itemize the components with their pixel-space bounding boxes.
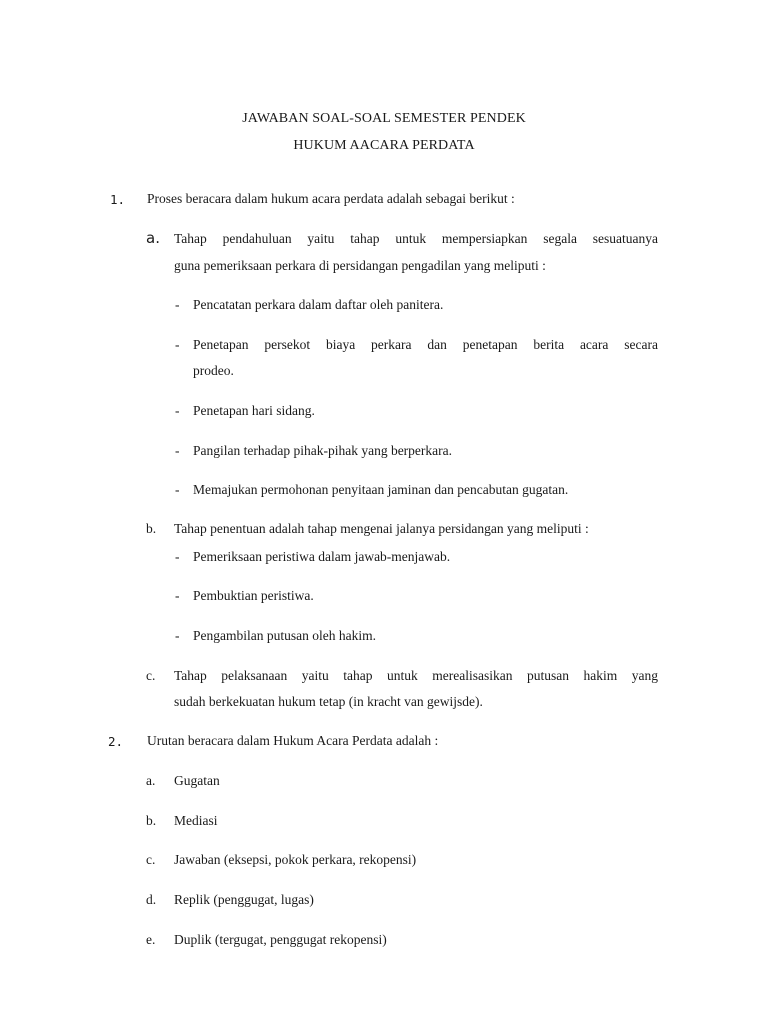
bullet-dash: - (175, 297, 180, 312)
item-1b-bullet-3: Pengambilan putusan oleh hakim. (193, 628, 376, 643)
item-1a-bullet-4: Pangilan terhadap pihak-pihak yang berperkara. (193, 443, 453, 458)
item-2a-marker: a. (146, 773, 156, 788)
item-2c-text: Jawaban (eksepsi, pokok perkara, rekopensi) (174, 852, 417, 867)
bullet-dash: - (175, 588, 180, 603)
item-1a-line-2: guna pemeriksaan perkara di persidangan pengadilan yang meliputi : (174, 258, 546, 273)
item-1a-bullet-2-cont: prodeo. (193, 363, 234, 378)
item-2a-text: Gugatan (174, 773, 220, 788)
question-1-text: Proses beracara dalam hukum acara perdata adalah sebagai berikut : (147, 191, 515, 206)
item-1b-bullet-1: Pemeriksaan peristiwa dalam jawab-menjawab. (193, 549, 451, 564)
item-1b-bullet-2: Pembuktian peristiwa. (193, 588, 314, 603)
item-1a-bullet-2: Penetapan persekot biaya perkara dan penetapan berita acara secara (193, 337, 658, 352)
bullet-dash: - (175, 337, 180, 352)
bullet-dash: - (175, 482, 180, 497)
item-1b-marker: b. (146, 521, 157, 536)
item-1c-line-2: sudah berkekuatan hukum tetap (in kracht van gewijsde). (174, 694, 483, 709)
bullet-dash: - (175, 628, 180, 643)
item-2d-text: Replik (penggugat, lugas) (174, 892, 314, 907)
item-1b-line-1: Tahap penentuan adalah tahap mengenai jalanya persidangan yang meliputi : (174, 521, 589, 536)
question-1-number: 1. (110, 192, 126, 207)
bullet-dash: - (175, 403, 180, 418)
item-1a-bullet-3: Penetapan hari sidang. (193, 403, 315, 418)
title-line-2: HUKUM AACARA PERDATA (293, 138, 475, 153)
item-1c-line-1: Tahap pelaksanaan yaitu tahap untuk merealisasikan putusan hakim yang (174, 668, 658, 683)
item-2e-marker: e. (146, 932, 156, 947)
item-2e-text: Duplik (tergugat, penggugat rekopensi) (174, 932, 387, 947)
item-1a-marker: a. (146, 229, 160, 247)
item-1a-bullet-1: Pencatatan perkara dalam daftar oleh panitera. (193, 297, 444, 312)
bullet-dash: - (175, 443, 180, 458)
item-2b-marker: b. (146, 813, 157, 828)
item-2b-text: Mediasi (174, 813, 218, 828)
item-2c-marker: c. (146, 852, 156, 867)
item-1a-line-1: Tahap pendahuluan yaitu tahap untuk mempersiapkan segala sesuatuanya (174, 231, 658, 246)
bullet-dash: - (175, 549, 180, 564)
item-1c-marker: c. (146, 668, 156, 683)
title-line-1: JAWABAN SOAL-SOAL SEMESTER PENDEK (242, 111, 526, 126)
question-2-number: 2. (108, 734, 124, 749)
question-2-text: Urutan beracara dalam Hukum Acara Perdata adalah : (147, 733, 439, 748)
item-2d-marker: d. (146, 892, 157, 907)
item-1a-bullet-5: Memajukan permohonan penyitaan jaminan dan pencabutan gugatan. (193, 482, 569, 497)
